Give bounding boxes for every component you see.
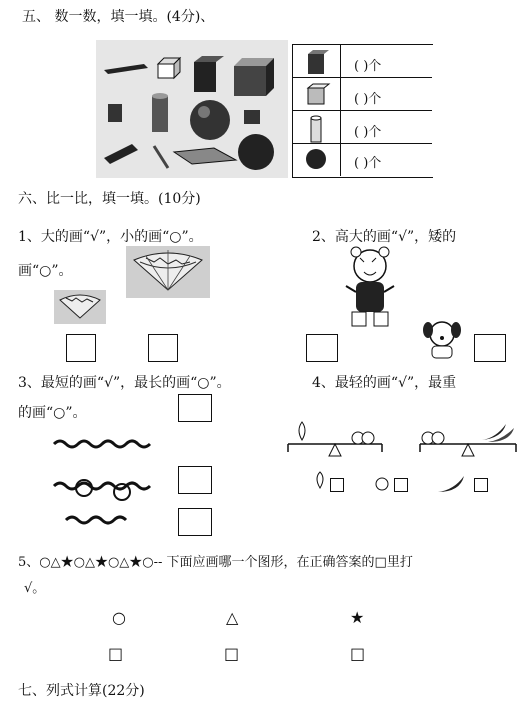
answer-blank[interactable]: ( ) [354,156,369,171]
small-fan-picture [54,290,106,324]
short-dog-picture [420,318,464,362]
q3-instruction: 3、最短的画“√”，最长的画“○”。 [18,375,231,391]
answer-blank[interactable]: ( ) [354,59,369,74]
answer-blank[interactable]: ( ) [354,92,369,107]
answer-box[interactable]: □ [108,644,124,663]
count-row-3 [354,121,381,140]
triangle-option: △ [226,608,239,627]
count-row-2 [354,88,381,107]
answer-box[interactable] [394,478,408,492]
answer-box[interactable] [148,334,178,362]
solid-shapes-picture [96,40,288,178]
count-row-1 [354,55,381,74]
q1-instruction: 1、大的画“√”，小的画“○”。 [18,229,203,245]
answer-box[interactable] [474,334,506,362]
answer-box[interactable] [178,508,212,536]
answer-box[interactable] [306,334,338,362]
q5-instruction: 5、○△★○△★○△★○-- 下面应画哪一个图形，在正确答案的□里打 [18,555,413,570]
ropes-picture [50,434,164,530]
answer-box[interactable] [330,478,344,492]
unit-label: 个 [368,59,382,74]
star-option: ★ [350,608,365,627]
answer-box[interactable] [66,334,96,362]
answer-box[interactable] [178,394,212,422]
answer-box[interactable]: □ [224,644,240,663]
count-table-shape-icons [300,48,334,174]
q5-instruction-cont: √。 [24,581,46,596]
count-row-4 [354,152,381,171]
unit-label: 个 [368,125,382,140]
unit-label: 个 [368,156,382,171]
section-6-title: 六、比一比，填一填。(10分) [18,191,201,207]
answer-box[interactable] [474,478,488,492]
unit-label: 个 [368,92,382,107]
circle-option: ○ [112,608,126,627]
tall-tiger-picture [342,246,398,332]
answer-box[interactable]: □ [350,644,366,663]
section-5-title: 五、 数一数，填一填。(4分)、 [22,9,215,25]
answer-box[interactable] [178,466,212,494]
q1-instruction-cont: 画“○”。 [18,263,73,279]
section-7-title: 七、列式计算(22分) [18,683,145,699]
q4-instruction: 4、最轻的画“√”，最重 [312,375,457,391]
big-fan-picture [126,246,210,298]
q2-instruction: 2、高大的画“√”，矮的 [312,229,457,245]
answer-blank[interactable]: ( ) [354,125,369,140]
q3-instruction-cont: 的画“○”。 [18,405,87,421]
